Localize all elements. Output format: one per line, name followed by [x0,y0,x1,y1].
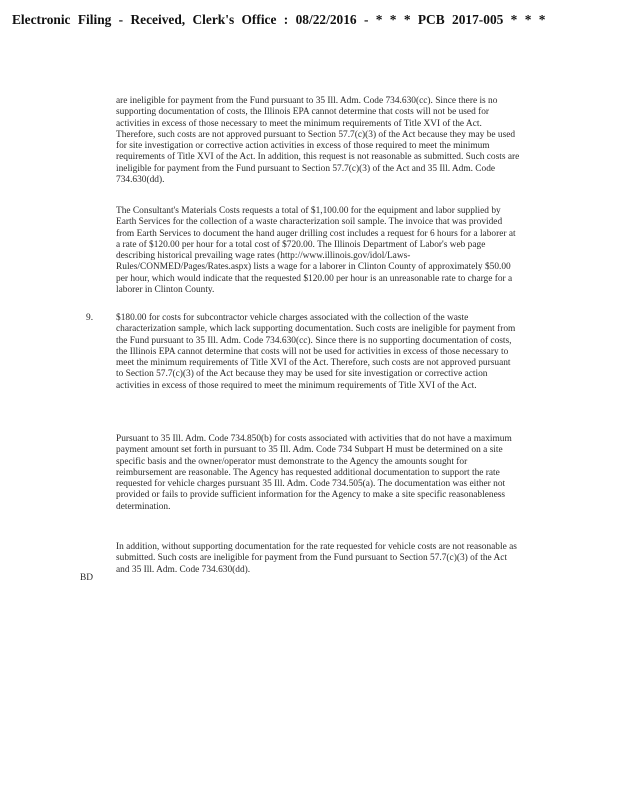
paragraph-cost-ineligibility: are ineligible for payment from the Fund pursuant to 35 Ill. Adm. Code 734.630(cc). Since there is no supporting documentation of costs, the Illinois EPA cannot determine that costs will not be used for activities in excess of those necessary to meet the minimum requirements of Title XVI of the Act. Therefore, such costs are not approved pursuant to Section 57.7(c)(3) of the Act because they may be used for site investigation or corrective action activities in excess of those required to meet the minimum requirements of Title XVI of the Act. In addition, this request is not reasonable as submitted. Such costs are ineligible for payment from the Fund pursuant to Section 57.7(c)(3) of the Act and 35 Ill. Adm. Code 734.630(dd). [116,96,520,186]
paragraph-in-addition: In addition, without supporting documentation for the rate requested for vehicle costs are not reasonable as submitted. Such costs are ineligible for payment from the Fund pursuant to Section 57.7(c)(3) of the Act and 35 Ill. Adm. Code 734.630(dd). [116,542,517,575]
paragraph-consultant-materials: The Consultant's Materials Costs requests a total of $1,100.00 for the equipment and labor supplied by Earth Services for the collection of a waste characterization soil sample. The invoice that was provided from Earth Services to document the hand auger drilling cost includes a request for 6 hours for a laborer at a rate of $120.00 per hour for a total cost of $720.00. The Illinois Department of Labor's web page describing historical prevailing wage rates (http://www.illinois.gov/idol/Laws-Rules/CONMED/Pages/Rates.aspx) lists a wage for a laborer in Clinton County of approximately $50.00 per hour, which would indicate that the requested $120.00 per hour is an unreasonable rate to charge for a laborer in Clinton County. [116,206,516,296]
paragraph-vehicle-charges: $180.00 for costs for subcontractor vehicle charges associated with the collection of the waste characterization sample, which lack supporting documentation. Such costs are ineligible for payment from the Fund pursuant to 35 Ill. Adm. Code 734.630(cc). Since there is no supporting documentation of costs, the Illinois EPA cannot determine that costs will not be used for activities in excess of those necessary to meet the minimum requirements of Title XVI of the Act. Therefore, such costs are not approved pursuant to Section 57.7(c)(3) of the Act because they may be used for site investigation or corrective action activities in excess of those required to meet the minimum requirements of Title XVI of the Act. [116,313,516,391]
item-number: 9. [86,313,94,323]
author-initials: BD [80,573,94,583]
filing-stamp-header: Electronic Filing - Received, Clerk's Office : 08/22/2016 - * * * PCB 2017-005 * * * [12,12,546,27]
paragraph-reasonableness: Pursuant to 35 Ill. Adm. Code 734.850(b) for costs associated with activities that do not have a maximum payment amount set forth in pursuant to 35 Ill. Adm. Code 734 Subpart H must be determined on a site specific basis and the owner/operator must demonstrate to the Agency the amounts sought for reimbursement are reasonable. The Agency has requested additional documentation to support the rate requested for vehicle charges pursuant 35 Ill. Adm. Code 734.505(a). The documentation was either not provided or fails to provide sufficient information for the Agency to make a site specific reasonableness determination. [116,434,512,512]
